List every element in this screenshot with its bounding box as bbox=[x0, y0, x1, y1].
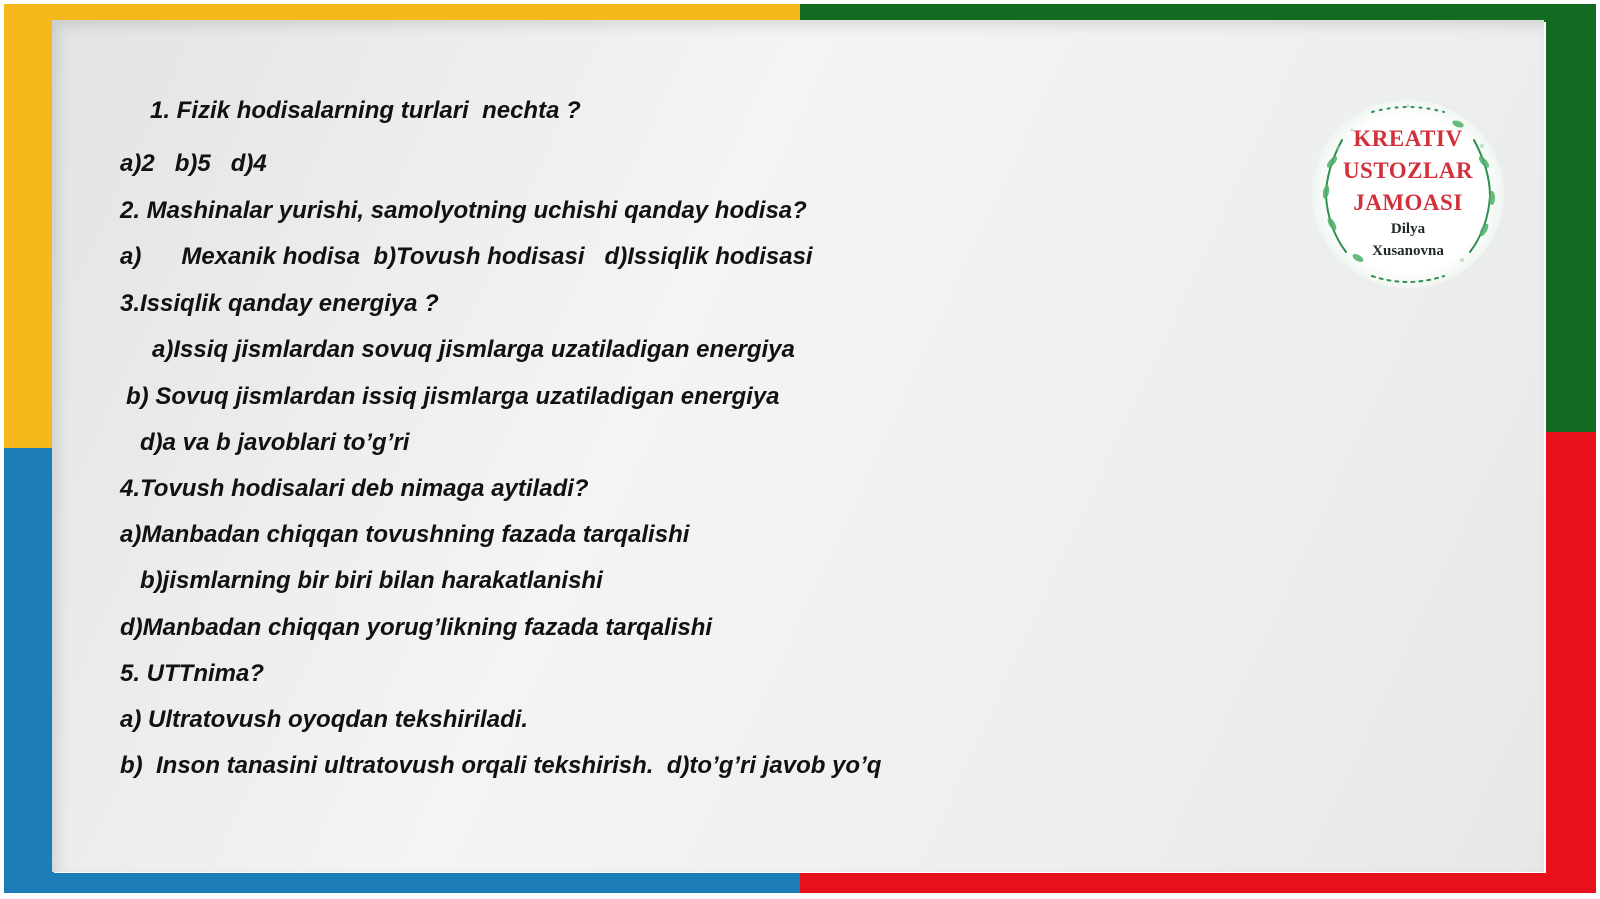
answer-4-b: b)jismlarning bir biri bilan harakatlanishi bbox=[140, 567, 603, 594]
logo-text-ustozlar: USTOZLAR bbox=[1342, 158, 1474, 183]
frame-band-bottom-left bbox=[4, 873, 800, 893]
question-3: 3.Issiqlik qanday energiya ? bbox=[120, 290, 439, 317]
question-1: 1. Fizik hodisalarning turlari nechta ? bbox=[150, 97, 581, 124]
answer-4-d: d)Manbadan chiqqan yorug’likning fazada tarqalishi bbox=[120, 614, 713, 641]
logo-text-jamoasi: JAMOASI bbox=[1353, 190, 1463, 215]
answer-3-b: b) Sovuq jismlardan issiq jismlarga uzatiladigan energiya bbox=[126, 383, 780, 410]
logo-text-dilya: Dilya bbox=[1390, 221, 1426, 237]
frame-band-left-bottom bbox=[4, 448, 54, 893]
logo-text-kreativ: KREATIV bbox=[1353, 126, 1463, 151]
answer-4-a: a)Manbadan chiqqan tovushning fazada tarqalishi bbox=[120, 521, 690, 548]
question-2: 2. Mashinalar yurishi, samolyotning uchishi qanday hodisa? bbox=[120, 197, 807, 224]
answer-3-a: a)Issiq jismlardan sovuq jismlarga uzatiladigan energiya bbox=[152, 336, 795, 363]
answer-3-d: d)a va b javoblari to’g’ri bbox=[140, 429, 410, 456]
answer-5-a: a) Ultratovush oyoqdan tekshiriladi. bbox=[120, 706, 529, 733]
question-5: 5. UTTnima? bbox=[120, 660, 265, 687]
frame-band-left-top bbox=[4, 4, 54, 448]
question-4: 4.Tovush hodisalari deb nimaga aytiladi? bbox=[120, 475, 589, 502]
answers-2: a) Mexanik hodisa b)Tovush hodisasi d)Issiqlik hodisasi bbox=[120, 243, 813, 270]
answers-1: a)2 b)5 d)4 bbox=[120, 150, 267, 177]
frame-band-bottom-right bbox=[800, 873, 1596, 893]
frame-band-right-top bbox=[1546, 4, 1596, 432]
answers-5-b-d: b) Inson tanasini ultratovush orqali tekshirish. d)to’g’ri javob yo’q bbox=[120, 752, 882, 779]
frame-band-right-bottom bbox=[1546, 432, 1596, 893]
kreativ-ustozlar-logo bbox=[1312, 100, 1504, 288]
logo-text-xusanovna: Xusanovna bbox=[1372, 243, 1444, 259]
